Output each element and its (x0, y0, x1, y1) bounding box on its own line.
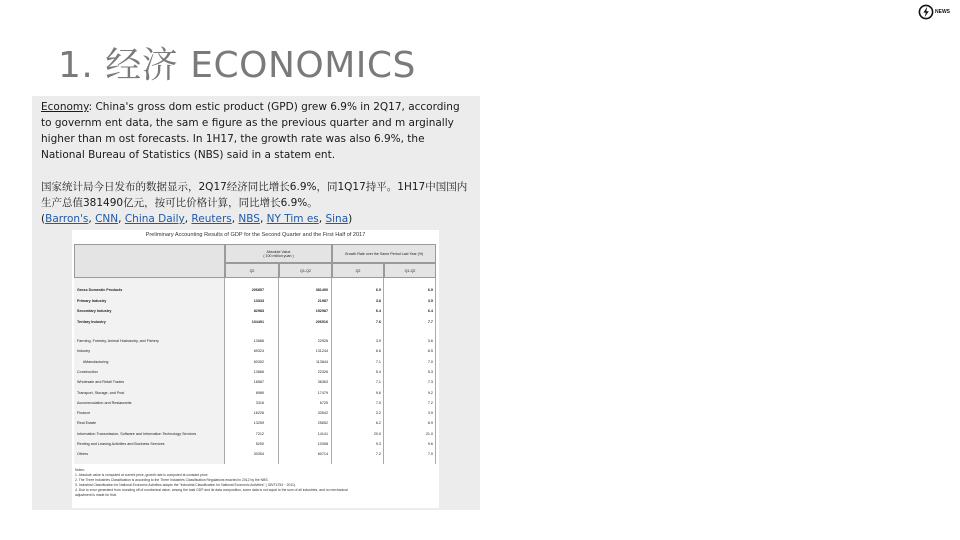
table-cell-g-h1: 7.0 (427, 359, 433, 364)
table-cell-q2: 104491 (251, 319, 264, 324)
table-cell-g-q2: 7.1 (375, 359, 381, 364)
table-cell-g-q2: 5.4 (375, 369, 381, 374)
col-header-abs-q2: Q2 (225, 263, 279, 278)
table-cell-q2: 13259 (253, 421, 264, 426)
table-cell-label: Secondary Industry (77, 309, 112, 313)
table-cell-q2: 13666 (253, 369, 264, 374)
table-cell-g-h1: 6.4 (427, 309, 433, 313)
col-header-abs-q1q2: Q1-Q2 (279, 263, 332, 278)
table-cell-g-q2: 3.2 (375, 411, 381, 416)
table-row (74, 297, 436, 305)
table-cell-g-h1: 3.9 (427, 411, 433, 416)
table-cell-h1: 10308 (317, 442, 328, 446)
table-cell-q2: 5200 (255, 442, 264, 446)
economy-label: Economy (41, 101, 89, 113)
table-cell-g-q2: 7.2 (375, 452, 381, 457)
table-notes (75, 468, 435, 498)
table-cell-label: Primary Industry (77, 298, 107, 303)
table-cell-h1: 25652 (317, 421, 328, 426)
col-header-growth-q2: Q2 (332, 263, 384, 278)
note-line: adjustment is made for that. (75, 493, 117, 497)
paren-close: ) (348, 213, 353, 225)
table-row (74, 399, 436, 407)
source-link-barrons[interactable]: Barron's (45, 213, 89, 225)
note-line: Notes: (75, 468, 85, 472)
absolute-value-unit: ( 100 million yuan ) (263, 253, 294, 258)
table-cell-q2: 7212 (255, 431, 264, 436)
table-cell-q2: 13686 (253, 339, 264, 343)
table-cell-g-h1: 6.9 (427, 421, 433, 426)
table-row (74, 430, 436, 438)
table-cell-g-h1: 9.2 (427, 390, 433, 395)
table-cell-g-h1: 5.3 (427, 369, 433, 374)
table-row (74, 389, 436, 397)
table-cell-h1: 60714 (317, 452, 328, 457)
table-cell-h1: 33542 (317, 411, 328, 416)
note-line: 1. Absolute value is computed at current price, growth rate is computed at constant price. (75, 473, 209, 477)
table-row (74, 347, 436, 355)
table-cell-q2: 30354 (253, 452, 264, 457)
table-cell-label: Real Estate (77, 421, 97, 426)
absolute-value-label: Absolute Value (266, 249, 291, 254)
source-link-sina[interactable]: Sina (325, 213, 349, 225)
table-row (74, 337, 436, 345)
table-cell-g-h1: 6.9 (427, 288, 433, 292)
table-cell-label: Others (77, 452, 89, 457)
table-cell-g-q2: 6.2 (375, 421, 381, 426)
growth-rate-label: Growth Rate over the Same Period Last Year (%) (344, 251, 424, 256)
table-cell-q2: 206857 (251, 288, 264, 292)
table-cell-g-q2: 20.0 (373, 431, 381, 436)
table-cell-label: Accommodation and Restaurants (77, 400, 132, 405)
table-cell-g-q2: 7.6 (375, 319, 381, 324)
table-cell-g-q2: 6.6 (375, 349, 381, 354)
table-cell-q2: 13333 (253, 298, 264, 303)
table-row (74, 318, 436, 326)
table-cell-g-q2: 6.4 (375, 309, 381, 313)
table-cell-g-h1: 3.6 (427, 339, 433, 343)
table-row (74, 440, 436, 448)
table-cell-h1: 14141 (317, 431, 328, 436)
table-cell-h1: 17479 (317, 390, 328, 395)
table-cell-label: Transport, Storage, and Post (77, 390, 125, 395)
news-logo (918, 3, 950, 21)
source-link-reuters[interactable]: Reuters (191, 213, 232, 225)
note-line: 2. The Three Industries Classification is according to the Three Industries Classification Regulations enacted in 2012 by the NBS. (75, 478, 269, 482)
table-cell-h1: 113844 (315, 359, 328, 364)
english-paragraph (41, 99, 471, 163)
table-cell-q2: 8989 (255, 390, 264, 395)
table-cell-g-q2: 9.3 (375, 442, 381, 446)
note-line: 4. Due to error generated from rounding off of numberical value, among the total GDP and its data composition, some data is not equal to the sum of all industries, and no mechanical (75, 488, 348, 492)
table-cell-h1: 6725 (319, 400, 328, 405)
table-cell-label: Tertiary Industry (77, 319, 106, 324)
table-cell-h1: 36363 (317, 380, 328, 385)
table-row (74, 286, 436, 294)
table-cell-label: Gross Domestic Products (77, 288, 123, 292)
absolute-value-header (225, 244, 332, 263)
news-text (41, 99, 471, 227)
table-row (74, 307, 436, 315)
table-cell-label: Finance (77, 411, 91, 416)
table-cell-h1: 21987 (317, 298, 328, 303)
table-cell-label: #Manufacturing (83, 359, 109, 364)
table-cell-h1: 206516 (315, 319, 328, 324)
source-link-cnn[interactable]: CNN (95, 213, 119, 225)
table-cell-g-h1: 7.3 (427, 380, 433, 385)
table-cell-h1: 22926 (317, 339, 328, 343)
table-cell-label: Industry (77, 349, 91, 354)
table-cell-h1: 22326 (317, 369, 328, 374)
table-row (74, 409, 436, 417)
table-row (74, 358, 436, 366)
table-cell-g-q2: 7.1 (375, 380, 381, 385)
sources-line: (Barron's, CNN, China Daily, Reuters, NBS, NY Tim es, Sina) (41, 213, 353, 225)
growth-rate-header (332, 244, 436, 263)
english-body: : China's gross dom estic product (GPD) grew 6.9% in 2Q17, according to governm ent data, the sam e figure as the previous quarter and m arginally higher than m ost forecasts. In 1H17, the growth rate was also 6.9%, the National Bureau of Statistics (NBS) said in a statem ent. (41, 101, 460, 161)
source-link-china-daily[interactable]: China Daily (124, 213, 185, 225)
table-cell-g-q2: 6.9 (375, 288, 381, 292)
table-cell-g-h1: 7.2 (427, 400, 433, 405)
table-cell-label: Construction (77, 369, 98, 374)
table-row (74, 368, 436, 376)
table-cell-label: Renting and Leasing Activities and Business Services (77, 442, 165, 446)
table-cell-label: Farming, Forestry, Animal Husbandry, and Fishery (77, 339, 159, 343)
slide-title: 1. 经济 ECONOMICS (58, 45, 416, 86)
source-link-nbs[interactable]: NBS (238, 213, 260, 225)
table-cell-g-q2: 3.8 (375, 298, 381, 303)
lightning-bolt-icon (918, 4, 934, 20)
table-row (74, 419, 436, 427)
table-cell-g-h1: 21.0 (425, 431, 433, 436)
table-cell-q2: 60302 (253, 359, 264, 364)
chinese-paragraph: 国家统计局今日发布的数据显示，2Q17经济同比增长6.9%，同1Q17持平。1H17中国国内生产总值381490亿元，按可比价格计算，同比增长6.9%。 (41, 181, 468, 209)
table-cell-g-h1: 7.0 (427, 452, 433, 457)
table-cell-label: Wholesale and Retail Trades (77, 380, 125, 385)
table-cell-h1: 131244 (315, 349, 328, 354)
table-cell-g-h1: 7.7 (427, 319, 433, 324)
table-cell-g-q2: 9.6 (375, 390, 381, 395)
table-cell-g-h1: 9.6 (427, 442, 433, 446)
row-header-cell (74, 244, 225, 278)
table-cell-g-h1: 6.5 (427, 349, 433, 354)
table-cell-h1: 152987 (315, 309, 328, 313)
table-cell-g-h1: 3.5 (427, 298, 433, 303)
table-cell-q2: 3316 (255, 400, 264, 405)
gdp-table-image (72, 230, 439, 508)
table-cell-q2: 18587 (253, 380, 264, 385)
logo-text: NEWS (935, 9, 950, 15)
paren-open: ( (41, 213, 46, 225)
table-row (74, 378, 436, 386)
table-row (74, 450, 436, 458)
table-cell-q2: 82983 (253, 309, 264, 313)
table-cell-g-q2: 7.0 (375, 400, 381, 405)
table-cell-h1: 381490 (315, 288, 328, 292)
table-cell-q2: 69324 (253, 349, 264, 354)
table-caption: Preliminary Accounting Results of GDP for the Second Quarter and the First Half of 2017 (145, 232, 366, 238)
source-link-ny-times[interactable]: NY Tim es (266, 213, 319, 225)
table-cell-g-q2: 3.9 (375, 339, 381, 343)
table-cell-label: Information Transmission, Software and Information Technology Services (77, 431, 197, 436)
note-line: 3. Industrial Classification for National Economic Activities adopts the "Industrial Classification for National Economic Activities" ( GB/T4754－2011). (75, 483, 296, 487)
table-cell-q2: 16226 (253, 411, 264, 416)
col-header-growth-q1q2: Q1-Q2 (384, 263, 436, 278)
